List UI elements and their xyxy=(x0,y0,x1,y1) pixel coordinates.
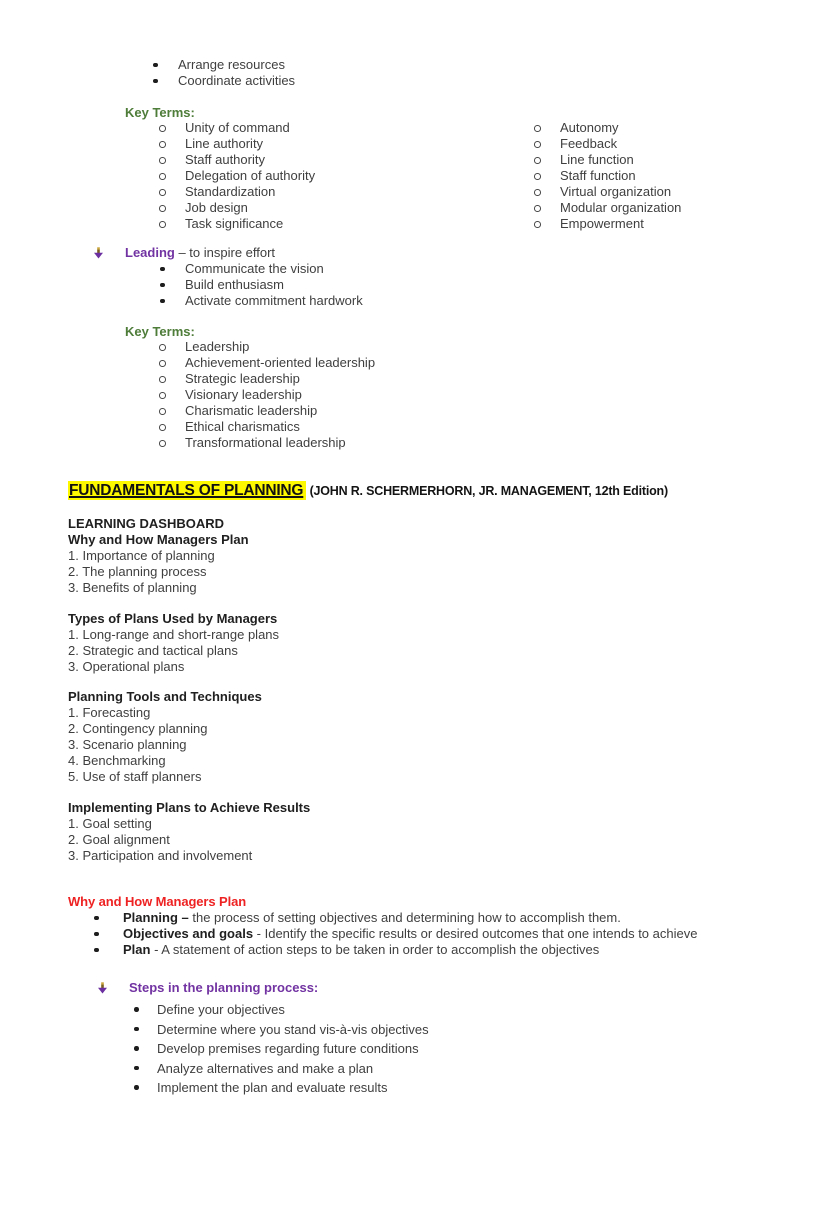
section-title xyxy=(68,480,828,502)
title-source-suffix: (JOHN R. SCHERMERHORN, JR. MANAGEMENT, 12th Edition) xyxy=(306,484,668,498)
key-terms-label: Key Terms: xyxy=(125,105,195,120)
key-term-item: Line function xyxy=(532,152,812,168)
dashboard-section-why xyxy=(68,532,828,596)
key-terms-label: Key Terms: xyxy=(125,324,195,339)
leading-definition: – to inspire effort xyxy=(174,245,276,260)
dashboard-item-list xyxy=(68,816,828,864)
dashboard-item: 4. Benchmarking xyxy=(68,753,166,768)
dashboard-section-heading: Implementing Plans to Achieve Results xyxy=(68,800,311,815)
dashboard-item: 2. The planning process xyxy=(68,564,207,579)
leading-section xyxy=(0,245,828,309)
dashboard-section-tools xyxy=(68,689,828,785)
dashboard-section-heading: Types of Plans Used by Managers xyxy=(68,611,278,626)
leadership-key-terms-list xyxy=(157,339,828,451)
key-term-item: Empowerment xyxy=(532,216,812,232)
dashboard-item: 2. Contingency planning xyxy=(68,721,208,736)
top-bullet-item: Arrange resources xyxy=(150,57,828,73)
learning-dashboard xyxy=(68,516,828,532)
key-term-item: Virtual organization xyxy=(532,184,812,200)
key-term-item: Charismatic leadership xyxy=(157,403,828,419)
leading-heading xyxy=(93,245,828,261)
dashboard-item: 1. Long-range and short-range plans xyxy=(68,627,280,642)
dashboard-section-types xyxy=(68,611,828,675)
dashboard-item-list xyxy=(68,548,828,596)
document-page xyxy=(0,57,828,1225)
dashboard-section-heading: Planning Tools and Techniques xyxy=(68,689,262,704)
key-term-item: Leadership xyxy=(157,339,828,355)
dashboard-item-list xyxy=(68,627,828,675)
key-term-item: Achievement-oriented leadership xyxy=(157,355,828,371)
key-term-item: Feedback xyxy=(532,136,812,152)
dashboard-item: 5. Use of staff planners xyxy=(68,769,202,784)
highlighted-title: FUNDAMENTALS OF PLANNING xyxy=(68,481,306,500)
dashboard-item-list xyxy=(68,705,828,785)
key-terms-list-right xyxy=(532,120,812,232)
definition-text: - Identify the specific results or desired outcomes that one intends to achieve xyxy=(253,926,698,941)
organizing-key-terms xyxy=(0,120,828,232)
key-term-item: Autonomy xyxy=(532,120,812,136)
key-term-item: Staff authority xyxy=(157,152,532,168)
step-item: Define your objectives xyxy=(133,1000,828,1020)
key-term-item: Ethical charismatics xyxy=(157,419,828,435)
key-term-item: Transformational leadership xyxy=(157,435,828,451)
key-term-item: Delegation of authority xyxy=(157,168,532,184)
key-term-item: Strategic leadership xyxy=(157,371,828,387)
steps-heading-text: Steps in the planning process: xyxy=(129,980,319,995)
dashboard-item: 1. Goal setting xyxy=(68,816,152,831)
dashboard-item: 2. Goal alignment xyxy=(68,832,170,847)
leading-bullet-item: Activate commitment hardwork xyxy=(157,293,828,309)
dashboard-section-heading: Why and How Managers Plan xyxy=(68,532,249,547)
dashboard-item: 1. Importance of planning xyxy=(68,548,215,563)
definition-item xyxy=(90,910,828,926)
key-term-item: Unity of command xyxy=(157,120,532,136)
key-term-item: Job design xyxy=(157,200,532,216)
dashboard-item: 2. Strategic and tactical plans xyxy=(68,643,238,658)
key-term-item: Staff function xyxy=(532,168,812,184)
steps-list xyxy=(133,1000,828,1098)
top-bullet-list xyxy=(150,57,828,89)
definition-item xyxy=(90,942,828,958)
step-item: Develop premises regarding future conditions xyxy=(133,1039,828,1059)
dashboard-item: 3. Operational plans xyxy=(68,659,185,674)
leading-term: Leading xyxy=(125,245,175,260)
key-terms-column-right xyxy=(532,120,812,232)
key-term-item: Line authority xyxy=(157,136,532,152)
key-term-item: Standardization xyxy=(157,184,532,200)
leading-bullet-list xyxy=(157,261,828,309)
arrow-bullet-icon xyxy=(93,247,104,259)
definition-list xyxy=(90,910,828,958)
steps-heading xyxy=(97,980,828,996)
dashboard-section-implementing xyxy=(68,800,828,864)
definition-item xyxy=(90,926,828,942)
step-item: Implement the plan and evaluate results xyxy=(133,1078,828,1098)
definition-text: the process of setting objectives and determining how to accomplish them. xyxy=(188,910,621,925)
definition-term: Objectives and goals xyxy=(123,926,254,941)
key-terms-column-left xyxy=(157,120,532,232)
key-terms-list-left xyxy=(157,120,532,232)
leading-bullet-item: Build enthusiasm xyxy=(157,277,828,293)
dashboard-item: 3. Scenario planning xyxy=(68,737,187,752)
dashboard-item: 1. Forecasting xyxy=(68,705,151,720)
dashboard-item: 3. Benefits of planning xyxy=(68,580,197,595)
why-managers-plan-heading: Why and How Managers Plan xyxy=(68,894,247,909)
key-term-item: Visionary leadership xyxy=(157,387,828,403)
key-term-item: Task significance xyxy=(157,216,532,232)
key-term-item: Modular organization xyxy=(532,200,812,216)
definition-term: Plan xyxy=(123,942,151,957)
dashboard-item: 3. Participation and involvement xyxy=(68,848,253,863)
top-bullet-item: Coordinate activities xyxy=(150,73,828,89)
definition-term: Planning – xyxy=(123,910,189,925)
definition-text: - A statement of action steps to be taken in order to accomplish the objectives xyxy=(150,942,600,957)
leading-bullet-item: Communicate the vision xyxy=(157,261,828,277)
arrow-bullet-icon xyxy=(97,982,108,994)
step-item: Determine where you stand vis-à-vis objectives xyxy=(133,1020,828,1040)
step-item: Analyze alternatives and make a plan xyxy=(133,1059,828,1079)
dashboard-title: LEARNING DASHBOARD xyxy=(68,516,224,531)
